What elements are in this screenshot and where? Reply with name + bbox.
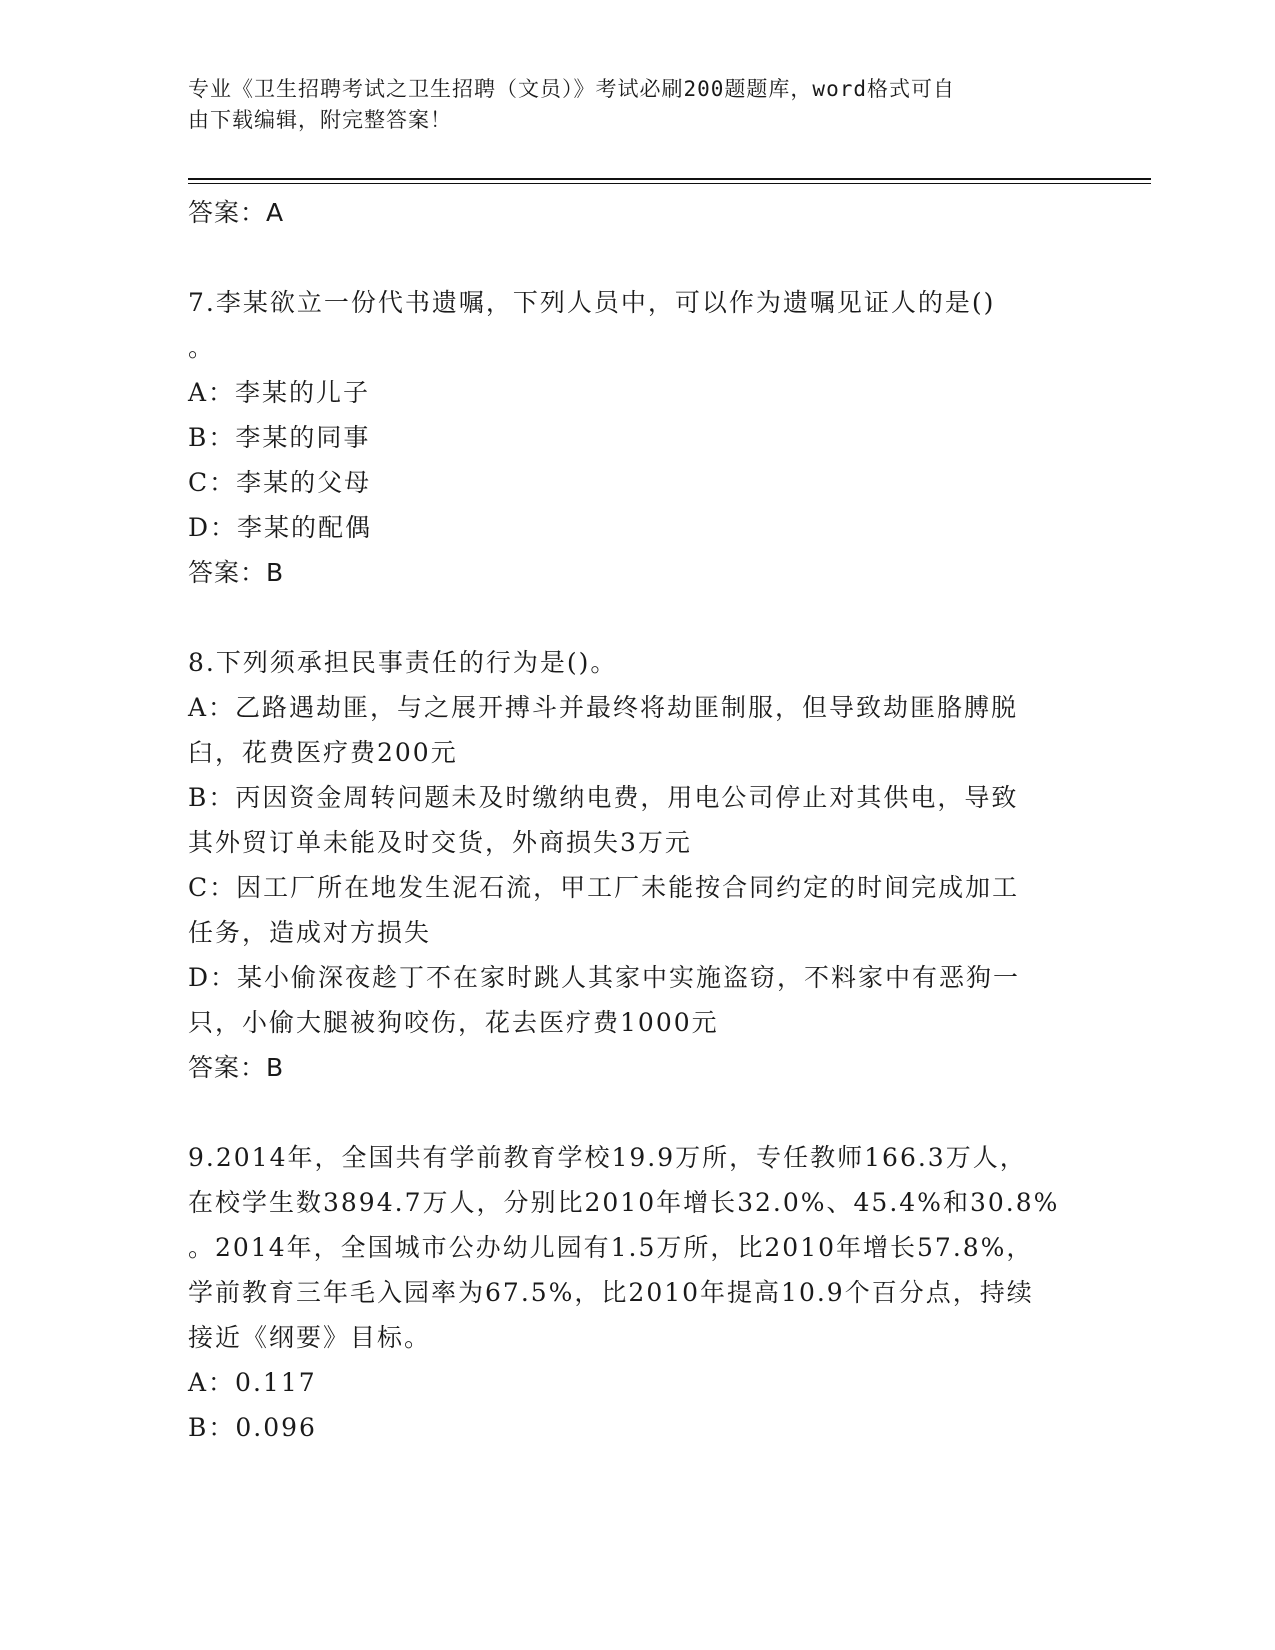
question-7 — [188, 280, 1088, 596]
spacer — [188, 1091, 1088, 1135]
question-9-text-line-1: 9.2014年，全国共有学前教育学校19.9万所，专任教师166.3万人， — [188, 1143, 1027, 1172]
spacer — [188, 596, 1088, 640]
document-body — [188, 190, 1088, 1450]
question-7-answer: 答案：B — [188, 558, 285, 587]
question-8-option-c-line-1: C：因工厂所在地发生泥石流，甲工厂未能按合同约定的时间完成加工 — [188, 873, 1020, 902]
question-8-text: 8.下列须承担民事责任的行为是()。 — [188, 648, 618, 677]
question-8-option-b-line-1: B：丙因资金周转问题未及时缴纳电费，用电公司停止对其供电，导致 — [188, 783, 1019, 812]
question-9-text-line-3: 。2014年，全国城市公办幼儿园有1.5万所，比2010年增长57.8%， — [188, 1233, 1034, 1262]
question-8-option-a-line-2: 臼，花费医疗费200元 — [188, 738, 458, 767]
question-8-option-d-line-2: 只，小偷大腿被狗咬伤，花去医疗费1000元 — [188, 1008, 719, 1037]
spacer — [188, 236, 1088, 280]
question-7-option-b: B：李某的同事 — [188, 423, 371, 452]
question-9-text-line-5: 接近《纲要》目标。 — [188, 1323, 432, 1352]
question-8-answer: 答案：B — [188, 1053, 285, 1082]
question-9 — [188, 1135, 1088, 1450]
question-9-option-a: A：0.117 — [188, 1368, 317, 1397]
header-rule-thick — [188, 178, 1151, 180]
question-7-option-a: A：李某的儿子 — [188, 378, 371, 407]
header-line-2: 由下载编辑，附完整答案！ — [188, 108, 452, 132]
question-7-text-line-2: 。 — [188, 333, 216, 362]
question-9-option-b: B：0.096 — [188, 1413, 317, 1442]
question-7-option-c: C：李某的父母 — [188, 468, 372, 497]
question-8-option-a-line-1: A：乙路遇劫匪，与之展开搏斗并最终将劫匪制服，但导致劫匪胳膊脱 — [188, 693, 1019, 722]
question-8-option-b-line-2: 其外贸订单未能及时交货，外商损失3万元 — [188, 828, 692, 857]
question-8 — [188, 640, 1088, 1091]
header-rule-thin — [188, 183, 1151, 184]
question-9-text-line-4: 学前教育三年毛入园率为67.5%，比2010年提高10.9个百分点，持续 — [188, 1278, 1034, 1307]
question-7-text-line-1: 7.李某欲立一份代书遗嘱，下列人员中，可以作为遗嘱见证人的是() — [188, 288, 996, 317]
question-8-option-c-line-2: 任务，造成对方损失 — [188, 918, 432, 947]
answer-question-6: 答案：A — [188, 198, 285, 227]
header-line-1: 专业《卫生招聘考试之卫生招聘（文员）》考试必刷200题题库，word格式可自 — [188, 77, 955, 101]
document-header — [188, 74, 1068, 136]
question-7-option-d: D：李某的配偶 — [188, 513, 373, 542]
question-9-text-line-2: 在校学生数3894.7万人，分别比2010年增长32.0%、45.4%和30.8% — [188, 1188, 1060, 1217]
question-8-option-d-line-1: D：某小偷深夜趁丁不在家时跳人其家中实施盗窃，不料家中有恶狗一 — [188, 963, 1021, 992]
